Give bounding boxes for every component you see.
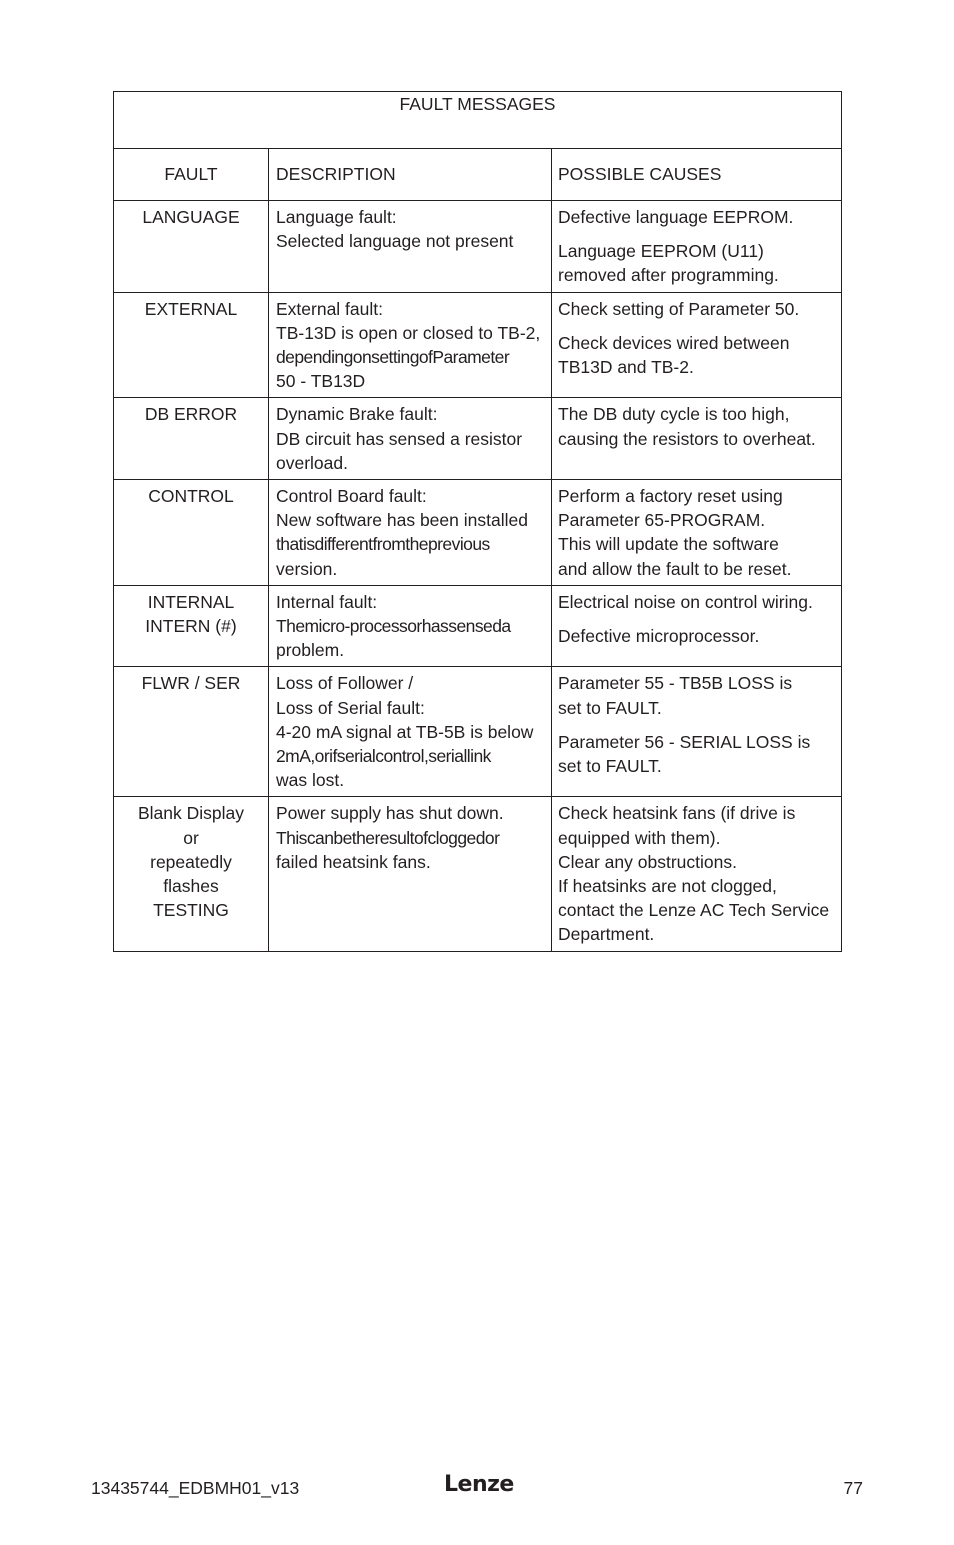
fault-line: INTERNAL: [147, 591, 235, 612]
fault-cell: [114, 797, 269, 951]
fault-line: CONTROL: [148, 486, 234, 507]
description-line: Dynamic Brake fault:: [276, 404, 438, 425]
description-line: version.: [276, 558, 338, 579]
cause-line: Check devices wired between: [558, 332, 790, 353]
description-cell: [269, 398, 552, 480]
cause-block: [558, 730, 835, 778]
cause-line: TB13D and TB-2.: [558, 357, 694, 378]
cause-line: causing the resistors to overheat.: [558, 428, 816, 449]
cause-line: Electrical noise on control wiring.: [558, 591, 813, 612]
header-description: DESCRIPTION: [269, 149, 552, 201]
possible-causes-cell: [552, 398, 842, 480]
fault-line: or: [183, 827, 199, 848]
description-line: External fault:: [276, 298, 383, 319]
fault-line: Blank Display: [137, 803, 245, 824]
table-row: [114, 585, 842, 667]
cause-line: Defective language EEPROM.: [558, 207, 794, 227]
cause-block: [558, 205, 835, 229]
table-title: FAULT MESSAGES: [114, 92, 842, 149]
cause-block: [558, 671, 835, 719]
description-cell: [269, 480, 552, 586]
description-cell: [269, 201, 552, 293]
lenze-logo: Lenze: [444, 1472, 514, 1497]
cause-line: This will update the software: [558, 534, 779, 555]
description-cell: [269, 797, 552, 951]
fault-line: INTERN (#): [145, 616, 237, 637]
possible-causes-cell: [552, 292, 842, 398]
cause-line: Parameter 55 - TB5B LOSS is: [558, 673, 793, 694]
cause-line: Perform a factory reset using: [558, 486, 783, 507]
fault-cell: [114, 667, 269, 797]
possible-causes-cell: [552, 480, 842, 586]
fault-messages-table: [113, 91, 842, 952]
cause-block: [558, 624, 835, 648]
cause-line: set to FAULT.: [558, 756, 662, 777]
description-line: New software has been installed: [276, 510, 528, 531]
fault-line: FLWR / SER: [141, 673, 241, 694]
description-line: DB circuit has sensed a resistor: [276, 428, 523, 449]
possible-causes-cell: [552, 667, 842, 797]
fault-cell: [114, 398, 269, 480]
description-line: Power supply has shut down.: [276, 803, 504, 824]
cause-line: The DB duty cycle is too high,: [558, 404, 790, 425]
fault-line: TESTING: [153, 900, 229, 921]
description-line: Loss of Follower /: [276, 673, 414, 694]
fault-line: EXTERNAL: [144, 298, 238, 319]
cause-line: removed after programming.: [558, 265, 779, 286]
cause-line: Defective microprocessor.: [558, 626, 760, 647]
page-number: 77: [843, 1478, 863, 1498]
description-line: dependingonsettingofParameter: [276, 347, 510, 368]
cause-line: Parameter 56 - SERIAL LOSS is: [558, 731, 811, 752]
header-fault: FAULT: [114, 149, 269, 201]
description-cell: [269, 292, 552, 398]
description-line: Internal fault:: [276, 591, 378, 612]
description-line: Themicro-processorhassenseda: [276, 616, 511, 637]
cause-block: [558, 590, 835, 614]
cause-block: [558, 801, 835, 946]
fault-cell: [114, 585, 269, 667]
cause-line: If heatsinks are not clogged,: [558, 876, 777, 897]
cause-block: [558, 239, 835, 287]
table-row: [114, 797, 842, 951]
cause-block: [558, 331, 835, 379]
possible-causes-cell: [552, 797, 842, 951]
table-row: [114, 480, 842, 586]
description-line: 50 - TB13D: [276, 371, 366, 392]
cause-line: Department.: [558, 924, 655, 945]
description-line: Language fault:: [276, 207, 397, 227]
possible-causes-cell: [552, 201, 842, 293]
description-line: Selected language not present: [276, 231, 514, 252]
document-id: 13435744_EDBMH01_v13: [91, 1478, 300, 1498]
description-line: problem.: [276, 640, 345, 661]
cause-line: contact the Lenze AC Tech Service: [558, 900, 830, 921]
possible-causes-cell: [552, 585, 842, 667]
description-line: overload.: [276, 452, 348, 473]
description-line: failed heatsink fans.: [276, 851, 431, 872]
table-row: [114, 667, 842, 797]
description-line: Control Board fault:: [276, 486, 427, 507]
table-row: [114, 398, 842, 480]
table-row: [114, 201, 842, 293]
description-line: thatisdifferentfromtheprevious: [276, 534, 490, 555]
cause-line: Parameter 65-PROGRAM.: [558, 510, 766, 531]
fault-cell: [114, 292, 269, 398]
cause-block: [558, 402, 835, 450]
fault-line: repeatedly: [150, 851, 232, 872]
description-line: 4-20 mA signal at TB-5B is below: [276, 721, 534, 742]
cause-line: equipped with them).: [558, 827, 721, 848]
header-possible-causes: POSSIBLE CAUSES: [552, 149, 842, 201]
description-cell: [269, 667, 552, 797]
fault-line: flashes: [163, 876, 219, 897]
cause-line: and allow the fault to be reset.: [558, 558, 792, 579]
description-line: Loss of Serial fault:: [276, 697, 425, 718]
cause-line: Language EEPROM (U11): [558, 241, 764, 262]
table-header-row: [114, 149, 842, 201]
cause-block: [558, 297, 835, 321]
cause-line: Check setting of Parameter 50.: [558, 298, 800, 319]
description-line: was lost.: [276, 770, 345, 791]
description-cell: [269, 585, 552, 667]
fault-line: LANGUAGE: [142, 207, 240, 227]
fault-cell: [114, 480, 269, 586]
cause-line: Clear any obstructions.: [558, 851, 737, 872]
description-line: 2mA,orifserialcontrol,seriallink: [276, 746, 491, 767]
fault-line: DB ERROR: [144, 404, 238, 425]
cause-line: Check heatsink fans (if drive is: [558, 803, 796, 824]
cause-block: [558, 484, 835, 581]
fault-cell: [114, 201, 269, 293]
description-line: TB-13D is open or closed to TB-2,: [276, 322, 541, 343]
cause-line: set to FAULT.: [558, 697, 662, 718]
description-line: Thiscanbetheresultofcloggedor: [276, 827, 500, 848]
table-row: [114, 292, 842, 398]
